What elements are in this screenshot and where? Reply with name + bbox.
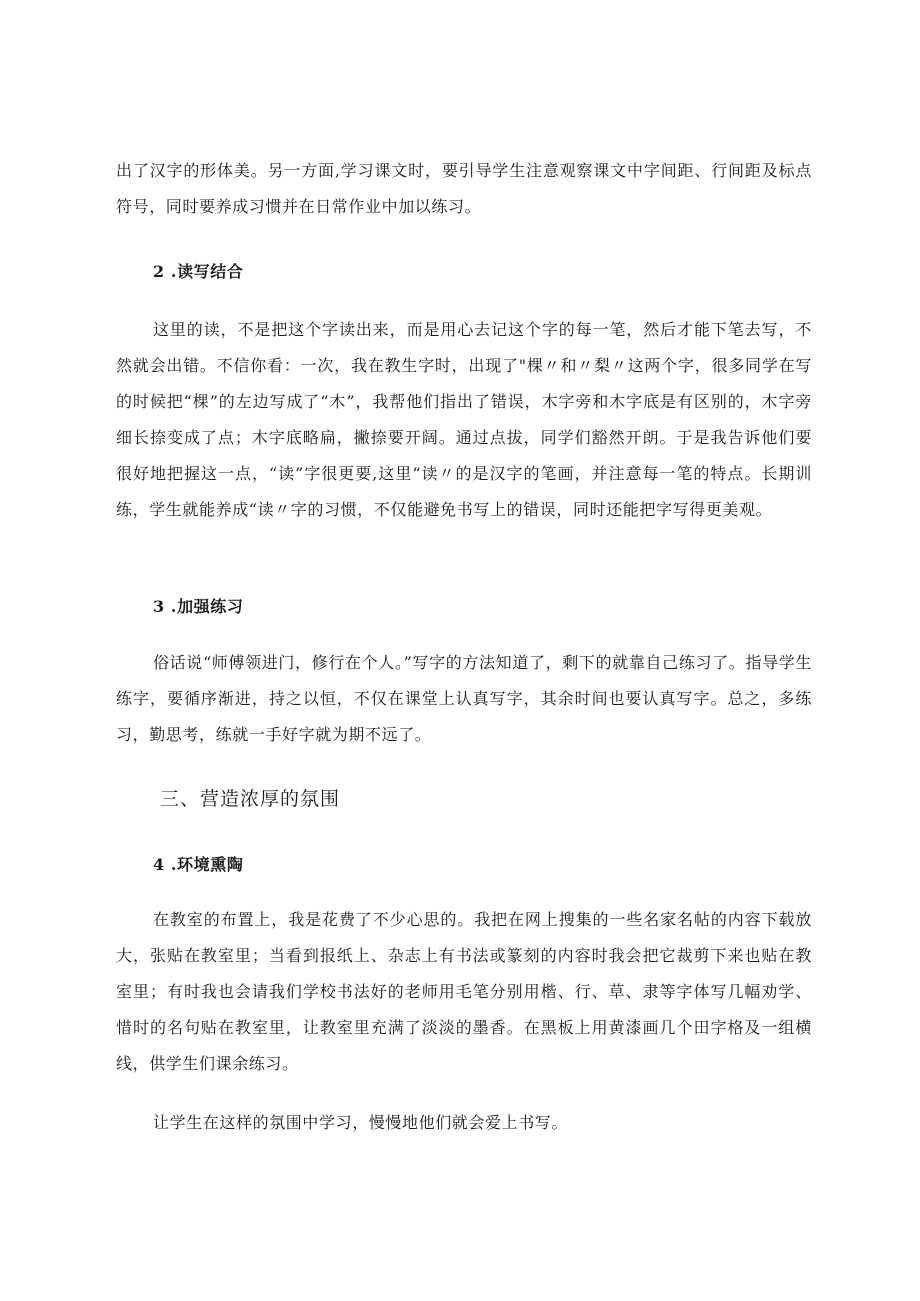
paragraph-writing-habits: 出了汉字的形体美。另一方面,学习课文时，要引导学生注意观察课文中字间距、行间距及标点符号，同时要养成习惯并在日常作业中加以练习。 (116, 161, 812, 216)
section-heading-atmosphere: 三、营造浓厚的氛围 (160, 788, 341, 810)
paragraph-environment: 在教室的布置上，我是花费了不少心思的。我把在网上搜集的一些名家名帖的内容下载放大，张贴在教室里；当看到报纸上、杂志上有书法或篆刻的内容时我会把它裁剪下来也贴在教室里；有时我也会请我们学校书法好的老师用毛笔分别用楷、行、草、隶等字体写几幅劝学、惜时的名句贴在教室里，让教室里充满了淡淡的墨香。在黑板上用黄漆画几个田字格及一组横线，供学生们课余练习。 (116, 910, 812, 1073)
subheading-reading-writing: 2 .读写结合 (153, 262, 244, 281)
paragraph-conclusion: 让学生在这样的氛围中学习，慢慢地他们就会爱上书写。 (153, 1113, 569, 1132)
paragraph-reading-writing: 这里的读，不是把这个字读出来，而是用心去记这个字的每一笔，然后才能下笔去写，不然就会出错。不信你看：一次，我在教生字时，出现了"棵〃和〃梨〃这两个字，很多同学在写的时候把“棵”的左边写成了“木”，我帮他们指出了错误，木字旁和木字底是有区别的，木字旁细长捺变成了点；木字底略扁，撇捺要开阔。通过点拔，同学们豁然开朗。于是我告诉他们要很好地把握这一点，“读”字很更要,这里“读〃的是汉字的笔画，并注意每一笔的特点。长期训练，学生就能养成“读〃字的习惯，不仅能避免书写上的错误，同时还能把字写得更美观。 (116, 320, 812, 519)
subheading-practice: 3 .加强练习 (153, 597, 244, 616)
paragraph-practice: 俗话说“师傅领进门，修行在个人。”写字的方法知道了，剩下的就靠自己练习了。指导学生练字，要循序渐进，持之以恒，不仅在课堂上认真写字，其余时间也要认真写字。总之，多练习，勤思考，练就一手好字就为期不远了。 (116, 653, 812, 744)
subheading-environment: 4 .环境熏陶 (153, 855, 244, 874)
